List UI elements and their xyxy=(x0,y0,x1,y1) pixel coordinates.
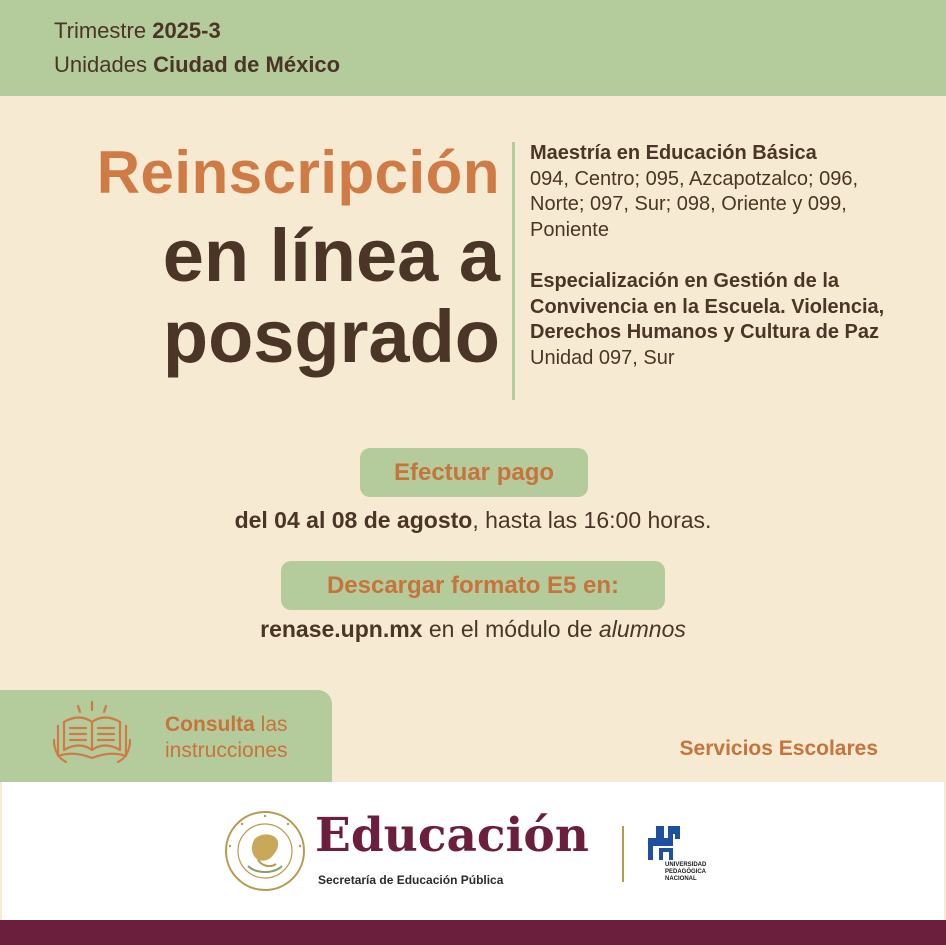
unidades-line xyxy=(54,52,340,78)
payment-dates-bold: del 04 al 08 de agosto xyxy=(234,507,473,533)
program-detail: Unidad 097, Sur xyxy=(530,346,675,369)
footer xyxy=(2,782,944,920)
trimestre-label: Trimestre xyxy=(54,18,147,43)
consult-bold: Consulta xyxy=(165,713,255,736)
program-detail: 094, Centro; 095, Azcapotzalco; 096, Norte; 097, Sur; 098, Oriente y 099, Poniente xyxy=(530,167,858,241)
mexico-seal-icon xyxy=(224,810,306,892)
consult-rest-1: las xyxy=(254,713,288,736)
open-book-icon xyxy=(48,700,136,766)
headline-line-3: posgrado xyxy=(162,295,500,378)
consult-text xyxy=(165,712,288,764)
program-especializacion xyxy=(530,269,890,371)
download-site-italic: alumnos xyxy=(598,616,686,642)
download-site-link[interactable]: renase.upn.mx xyxy=(260,616,423,642)
footer-divider xyxy=(622,826,624,882)
upn-logo-icon xyxy=(648,824,688,862)
download-site-rest: en el módulo de xyxy=(422,616,599,642)
vertical-divider xyxy=(512,142,515,400)
trimestre-value: 2025-3 xyxy=(152,18,221,43)
header-bar xyxy=(0,0,946,96)
sep-subtitle: Secretaría de Educación Pública xyxy=(318,873,504,887)
upn-logo xyxy=(648,824,718,886)
upn-line-3: NACIONAL xyxy=(665,876,697,882)
upn-line-2: PEDAGÓGICA xyxy=(665,869,707,875)
consult-instructions-panel[interactable] xyxy=(0,690,332,782)
headline-line-2: en línea a xyxy=(162,214,500,297)
trimestre-line xyxy=(54,18,221,44)
educacion-brand: Educación xyxy=(315,808,589,863)
unidades-label: Unidades xyxy=(54,52,147,77)
upn-line-1: UNIVERSIDAD xyxy=(665,862,707,868)
program-title: Maestría en Educación Básica xyxy=(530,142,817,164)
program-maestria xyxy=(530,141,890,243)
payment-pill: Efectuar pago xyxy=(360,448,588,497)
download-pill: Descargar formato E5 en: xyxy=(281,561,665,610)
upn-text xyxy=(665,862,706,883)
headline-line-1: Reinscripción xyxy=(96,139,500,206)
program-title: Especialización en Gestión de la Convivencia en la Escuela. Violencia, Derechos Humanos y Cultura de Paz xyxy=(530,270,885,343)
download-site xyxy=(0,616,946,643)
unidades-value: Ciudad de México xyxy=(153,52,341,77)
consult-rest-2: instrucciones xyxy=(165,739,288,762)
bottom-bar xyxy=(0,920,946,945)
payment-dates xyxy=(0,507,946,534)
servicios-escolares: Servicios Escolares xyxy=(679,737,878,760)
payment-dates-rest: , hasta las 16:00 horas. xyxy=(472,507,712,533)
